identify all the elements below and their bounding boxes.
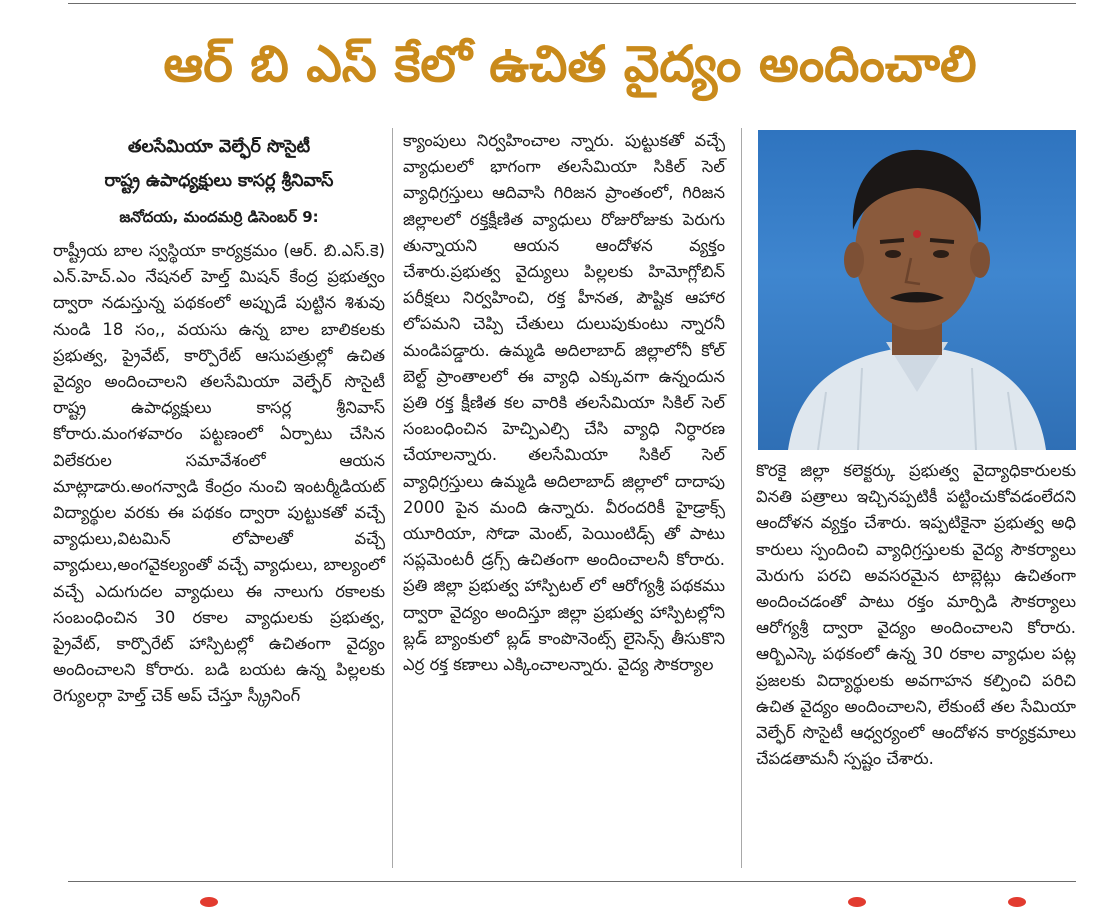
article-column-3 bbox=[756, 458, 1076, 772]
right-eye bbox=[933, 250, 949, 258]
headline: ఆర్ బి ఎస్ కేలో ఉచిత వైద్యం అందించాలి bbox=[163, 35, 977, 93]
dateline: జనోదయ, మందమర్రి డిసెంబర్ 9: bbox=[119, 208, 319, 226]
left-eye bbox=[885, 250, 901, 258]
body-text-column-1: రాష్ట్రీయ బాల స్వస్థియా కార్యక్రమం (ఆర్. బి.ఎస్.కె) ఎన్.హెచ్.ఎం నేషనల్ హెల్త్ మిషన్ కేంద్ర ప్రభుత్వం ద్వారా నడుస్తున్న పథకంలో అప్పుడే పుట్టిన శిశువు నుండి 18 సం,, వయసు ఉన్న బాల బాలికలకు ప్రభుత్వ, ప్రైవేట్, కార్పొరేట్ ఆసుపత్రుల్లో ఉచిత వైద్యం అందించాలని తలసేమియా వెల్ఫేర్ సొసైటీ రాష్ట్ర ఉపాధ్యక్షులు కాసర్ల శ్రీనివాస్ కోరారు.మంగళవారం పట్టణంలో ఏర్పాటు చేసిన విలేకరుల సమావేశంలో ఆయన మాట్లాడారు.అంగన్వాడి కేంద్రం నుంచి ఇంటర్మీడియట్ విద్యార్థుల వరకు ఈ పథకం ద్వారా పుట్టుకతో వచ్చే వ్యాధులు,విటమిన్ లోపాలతో వచ్చే వ్యాధులు,అంగవైకల్యంతో వచ్చే వ్యాధులు, బాల్యంలో వచ్చే ఎదుగుదల వ్యాధులు ఈ నాలుగు రకాలకు సంబంధించిన 30 రకాల వ్యాధులకు ప్రభుత్వ, ప్రైవేట్, కార్పొరేట్ హాస్పిటల్లో ఉచితంగా వైద్యం అందించాలని కోరారు. బడి బయట ఉన్న పిల్లలకు రెగ్యులర్గా హెల్త్ చెక్ అప్ చేస్తూ స్క్రీనింగ్ bbox=[53, 241, 385, 706]
right-eyebrow bbox=[930, 240, 954, 242]
body-text-column-2: క్యాంపులు నిర్వహించాల న్నారు. పుట్టుకతో వచ్చే వ్యాధులలో భాగంగా తలసేమియా సికిల్ సెల్ వ్యాధిగ్రస్తులు ఆదివాసి గిరిజన ప్రాంతంలో, గిరిజన జిల్లాలలో రక్తక్షీణిత వ్యాధులు రోజురోజుకు పెరుగు తున్నాయని ఆయన ఆందోళన వ్యక్తం చేశారు.ప్రభుత్వ వైద్యులు పిల్లలకు హిమోగ్లోబిన్ పరీక్షలు నిర్వహించి, రక్త హీనత, పౌష్టిక ఆహార లోపమని చెప్పి చేతులు దులుపుకుంటు న్నారనీ మండిపడ్డారు. ఉమ్మడి అదిలాబాద్ జిల్లాలోనీ కోల్ బెల్ట్ ప్రాంతాలలో ఈ వ్యాధి ఎక్కువగా ఉన్నందున ప్రతి రక్త క్షీణిత కల వారికి తలసేమియా సికిల్ సెల్ సంబంధించిన హెచ్పిఎల్సి చేసి వ్యాధి నిర్ధారణ చేయాలన్నారు. తలసేమియా సికిల్ సెల్ వ్యాధిగ్రస్తులు ఉమ్మడి అదిలాబాద్ జిల్లాలో దాదాపు 2000 పైన మంది ఉన్నారు. వీరందరికీ హైడ్రాక్స్ యూరియా, సోడా మెంట్, పెయింటిడ్స్ తో పాటు సప్లమెంటరీ డ్రగ్స్ ఉచితంగా అందించాలనీ కోరారు. ప్రతి జిల్లా ప్రభుత్వ హాస్పిటల్ లో ఆరోగ్యశ్రీ పథకము ద్వారా వైద్యం అందిస్తూ జిల్లా ప్రభుత్వ హాస్పిటల్లోని బ్లడ్ బ్యాంకులో బ్లడ్ కాంపొనెంట్స్ లైసెన్స్ తీసుకొని ఎర్ర రక్త కణాలు ఎక్కించాలన్నారు. వైద్య సౌకర్యాల bbox=[403, 131, 725, 675]
next-article-mark-3 bbox=[1008, 897, 1026, 907]
body-text-column-3: కొరకై జిల్లా కలెక్టర్కు ప్రభుత్వ వైద్యాధికారులకు వినతి పత్రాలు ఇచ్చినప్పటికీ పట్టించుకోవడంలేదని ఆందోళన వ్యక్తం చేశారు. ఇప్పటికైనా ప్రభుత్వ అధి కారులు స్పందించి వ్యాధిగ్రస్తులకు వైద్య సౌకర్యాలు మెరుగు పరచి అవసరమైన టాబ్లెట్లు ఉచితంగా అందించడంతో పాటు రక్తం మార్పిడి సౌకర్యాలు ఆరోగ్యశ్రీ ద్వారా వైద్యం అందించాలని కోరారు. ఆర్బిఎస్కె పథకంలో ఉన్న 30 రకాల వ్యాధుల పట్ల ప్రజలకు విద్యార్థులకు అవగాహన కల్పించి పరిచి ఉచిత వైద్యం అందించాలని, లేకుంటే తల సేమియా వెల్ఫేర్ సొసైటీ ఆధ్వర్యంలో ఆందోళన కార్యక్రమాలు చేపడతామనీ స్పష్టం చేశారు. bbox=[756, 461, 1076, 769]
subheadline-line-1: తలసేమియా వెల్ఫేర్ సొసైటీ bbox=[127, 137, 311, 157]
left-eyebrow bbox=[880, 240, 904, 242]
column-divider-1 bbox=[392, 128, 393, 868]
next-article-mark-1 bbox=[200, 897, 218, 907]
top-rule bbox=[68, 3, 1076, 4]
next-article-mark-2 bbox=[848, 897, 866, 907]
article-column-1 bbox=[53, 128, 385, 710]
bottom-rule bbox=[68, 881, 1076, 882]
article-column-2 bbox=[403, 128, 725, 678]
tilak-dot bbox=[913, 230, 921, 238]
column-divider-2 bbox=[741, 128, 742, 868]
left-ear bbox=[844, 242, 864, 278]
portrait-illustration bbox=[758, 130, 1076, 450]
right-ear bbox=[970, 242, 990, 278]
subheadline bbox=[53, 130, 385, 198]
portrait-photo bbox=[758, 130, 1076, 450]
subheadline-line-2: రాష్ట్ర ఉపాధ్యక్షులు కాసర్ల శ్రీనివాస్ bbox=[104, 171, 334, 191]
